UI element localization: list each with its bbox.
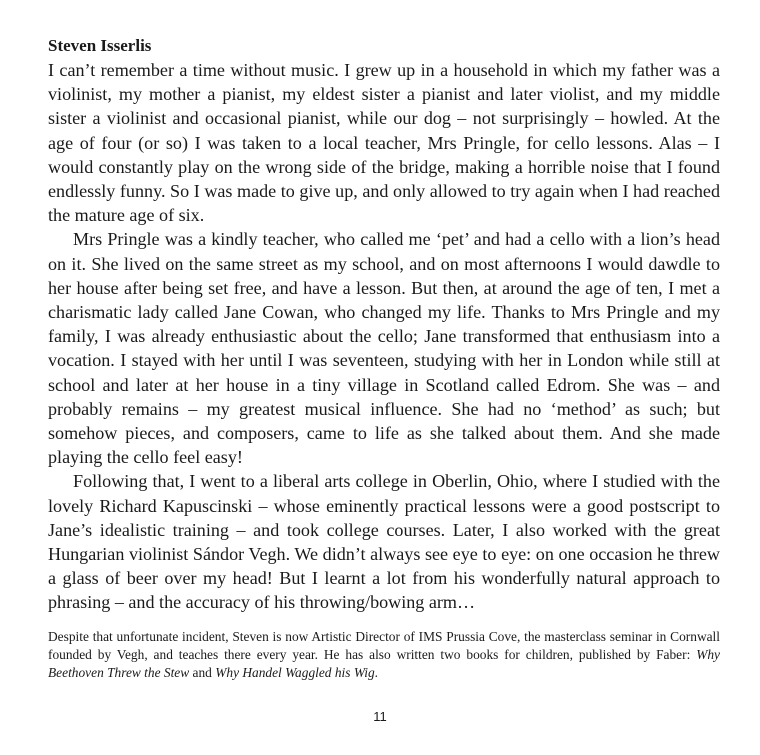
footnote (48, 628, 720, 683)
article (48, 34, 720, 682)
footnote-and: and (189, 665, 216, 681)
footnote-text: Despite that unfortunate incident, Steven is now Artistic Director of IMS Prussia Cove, the masterclass seminar in Cornwall founded by Vegh, and teaches there every year. He has also written two books for children, published by Faber: (48, 628, 720, 662)
book-title-2: Why Handel Waggled his Wig (215, 665, 375, 681)
book-title-1: Why Beethoven Threw the Stew (48, 646, 720, 681)
author-heading: Steven Isserlis (48, 36, 152, 55)
page-number: 11 (373, 709, 387, 724)
footnote-end: . (374, 665, 379, 681)
paragraph-1: I can’t remember a time without music. I grew up in a household in which my father was a violinist, my mother a pianist, my eldest sister a pianist and later violist, and my middle sister a violinist and occasional pianist, while our dog – not surprisingly – howled. At the age of four (or so) I was taken to a local teacher, Mrs Pringle, for cello lessons. Alas – I would constantly play on the wrong side of the bridge, making a horrible noise that I found endlessly funny. So I was made to give up, and only allowed to try again when I had reached the mature age of six. (48, 60, 720, 226)
paragraph-3: Following that, I went to a liberal arts college in Oberlin, Ohio, where I studied with the lovely Richard Kapuscinski – whose eminently practical lessons were a good postscript to Jane’s idealistic training – and took college courses. Later, I also worked with the great Hungarian violinist Sándor Vegh. We didn’t always see eye to eye: on one occasion he threw a glass of beer over my head! But I learnt a lot from his wonderfully natural approach to phrasing – and the accuracy of his throwing/bowing arm… (48, 471, 720, 613)
paragraph-2: Mrs Pringle was a kindly teacher, who called me ‘pet’ and had a cello with a lion’s head on it. She lived on the same street as my school, and on most afternoons I would dawdle to her house after being set free, and have a lesson. But then, at around the age of ten, I met a charismatic lady called Jane Cowan, who changed my life. Thanks to Mrs Pringle and my family, I was already enthusiastic about the cello; Jane transformed that enthusiasm into a vocation. I stayed with her until I was seventeen, studying with her in London while still at school and later at her house in a tiny village in Scotland called Edrom. She was – and probably remains – my greatest musical influence. She had no ‘method’ as such; but somehow pieces, and composers, came to life as she talked about them. And she made playing the cello feel easy! (48, 229, 720, 468)
